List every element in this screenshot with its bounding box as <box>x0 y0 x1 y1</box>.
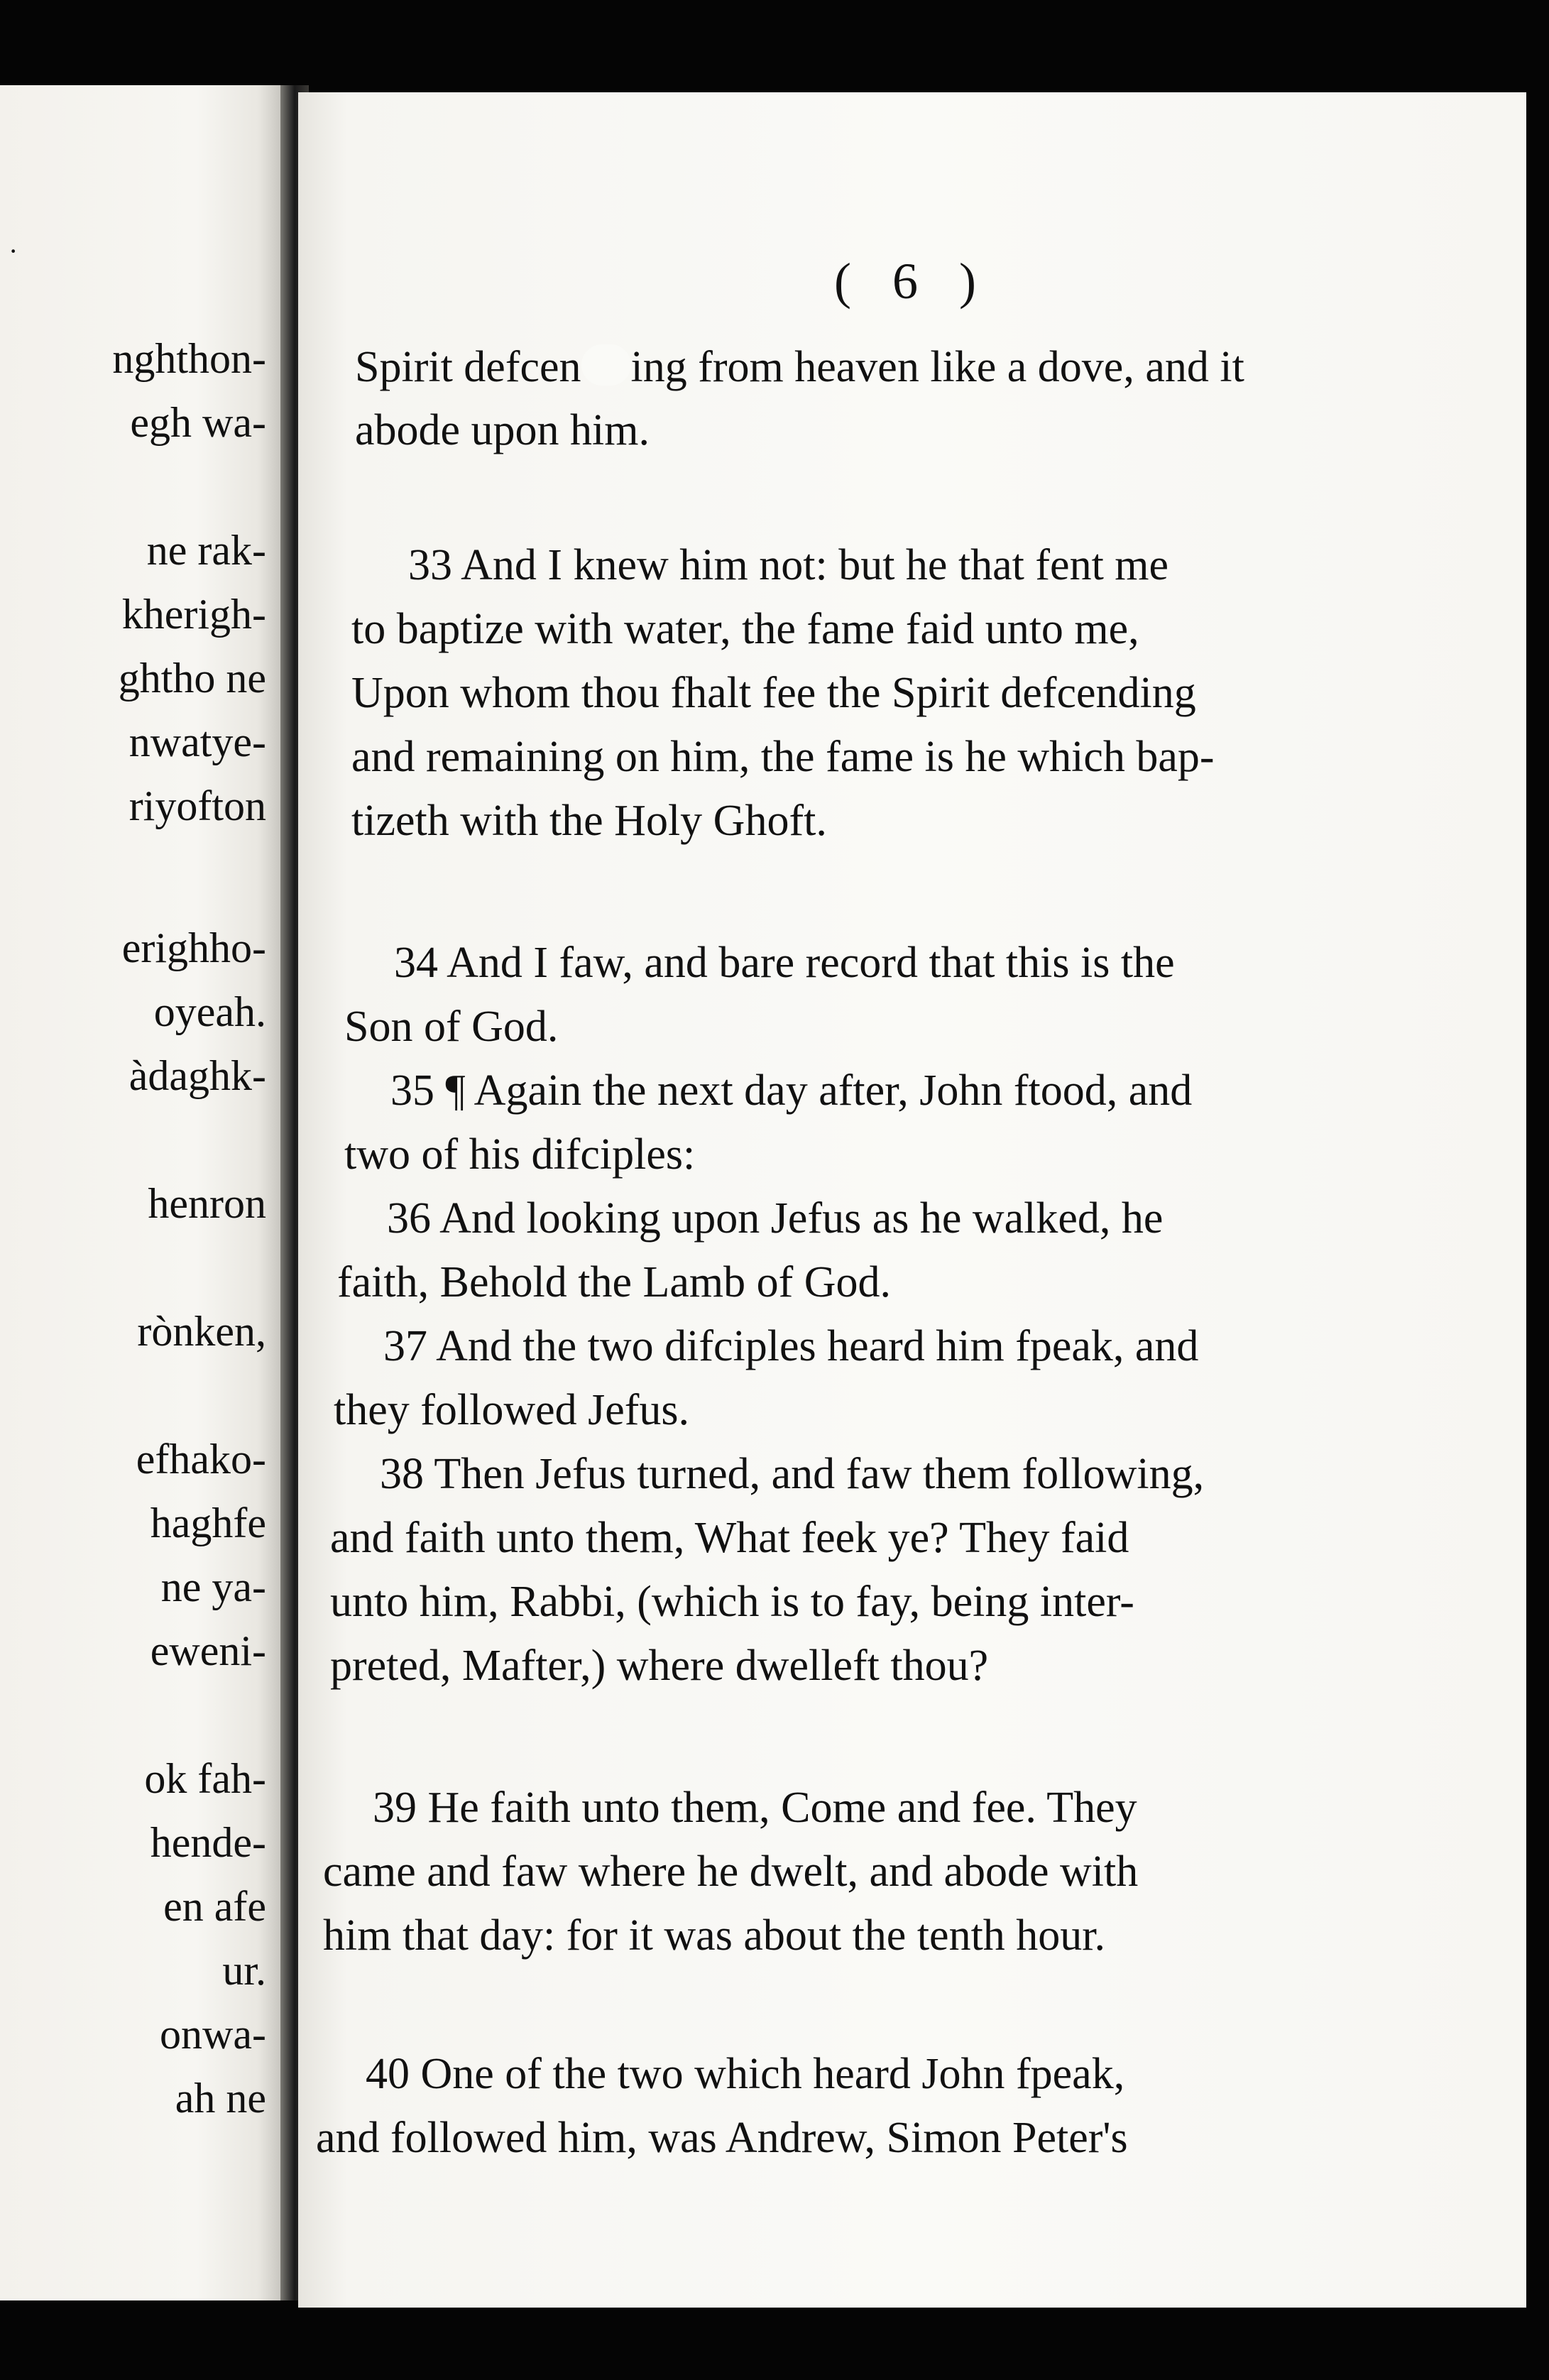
left-page-fragment: ur. <box>222 1947 266 1994</box>
left-page-fragment: erighho- <box>121 924 266 971</box>
text-line: preted, Mafter,) where dwelleft thou? <box>330 1642 989 1690</box>
text-line: and remaining on him, the fame is he which bap- <box>351 733 1215 781</box>
text-line: him that day: for it was about the tenth hour. <box>323 1911 1106 1960</box>
left-page-fragment: àdaghk- <box>128 1052 266 1099</box>
left-page-fragment: eweni- <box>150 1627 266 1674</box>
left-page-fragment: ah ne <box>175 2075 266 2122</box>
verse-35-line: 35 ¶ Again the next day after, John ftood, and <box>390 1066 1193 1115</box>
left-page-fragment: ne ya- <box>160 1563 266 1610</box>
text-line: they followed Jefus. <box>334 1386 690 1434</box>
verse-34-line: 34 And I faw, and bare record that this is the <box>394 939 1175 987</box>
left-page-fragment: kherigh- <box>121 591 266 638</box>
text-line: faith, Behold the Lamb of God. <box>337 1258 891 1306</box>
verse-38-line: 38 Then Jefus turned, and faw them following, <box>380 1450 1205 1498</box>
left-page-fragment: oyeah. <box>153 988 266 1035</box>
left-facing-page <box>0 85 280 2300</box>
page-number: ( 6 ) <box>834 253 990 310</box>
left-page-fragment: ne rak- <box>146 527 266 574</box>
text-line: to baptize with water, the fame faid unto me, <box>351 605 1139 653</box>
text-line: and faith unto them, What feek ye? They faid <box>330 1514 1129 1562</box>
margin-mark: · <box>9 235 18 267</box>
left-page-fragment: efhako- <box>136 1436 266 1483</box>
left-page-fragment: ok fah- <box>144 1755 266 1802</box>
verse-37-line: 37 And the two difciples heard him fpeak, and <box>383 1322 1199 1370</box>
verse-40-line: 40 One of the two which heard John fpeak, <box>366 2050 1125 2098</box>
text-line: two of his difciples: <box>344 1130 696 1179</box>
left-page-fragment: riyofton <box>128 782 266 829</box>
verse-36-line: 36 And looking upon Jefus as he walked, he <box>387 1194 1164 1243</box>
text-line: unto him, Rabbi, (which is to fay, being inter- <box>330 1578 1134 1626</box>
text-line: and followed him, was Andrew, Simon Peter's <box>316 2114 1128 2162</box>
left-page-fragment: egh wa- <box>130 399 266 446</box>
left-page-fragment: nwatye- <box>128 719 266 765</box>
verse-39-line: 39 He faith unto them, Come and fee. They <box>373 1784 1137 1832</box>
left-page-fragment: haghfe <box>150 1500 266 1546</box>
left-page-fragment: nghthon- <box>112 335 266 382</box>
text-line <box>355 344 1244 389</box>
verse-33-line: 33 And I knew him not: but he that fent me <box>408 541 1169 589</box>
text-line: Son of God. <box>344 1003 559 1051</box>
left-page-fragment: hende- <box>150 1819 266 1866</box>
left-page-fragment: henron <box>148 1180 266 1227</box>
left-page-fragment: en afe <box>163 1883 266 1930</box>
text-line: tizeth with the Holy Ghoft. <box>351 797 827 845</box>
left-page-fragment: rònken, <box>137 1308 266 1355</box>
text-fragment: ing from heaven like a dove, and it <box>630 343 1244 391</box>
text-fragment: Spirit defcen <box>355 343 581 391</box>
left-page-fragment: ghtho ne <box>118 655 266 702</box>
text-line: Upon whom thou fhalt fee the Spirit defcending <box>351 669 1196 717</box>
damage-spot <box>581 344 631 386</box>
right-page <box>298 92 1526 2308</box>
text-line: came and faw where he dwelt, and abode with <box>323 1847 1139 1896</box>
left-page-fragment: onwa- <box>160 2011 266 2058</box>
text-line: abode upon him. <box>355 406 650 454</box>
